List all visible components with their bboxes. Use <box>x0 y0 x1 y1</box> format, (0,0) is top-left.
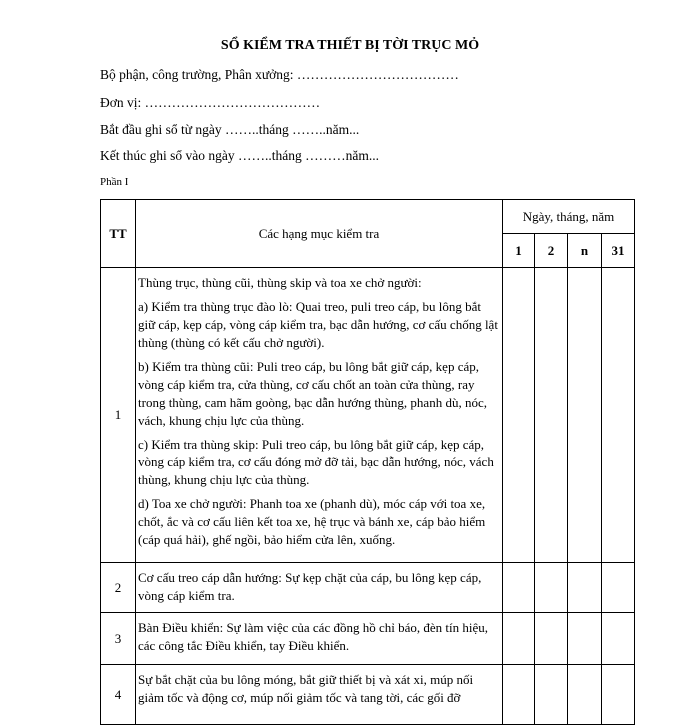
table-row <box>101 613 635 665</box>
day-cell[interactable] <box>503 613 535 665</box>
header-day-2: 2 <box>535 234 568 268</box>
field-department: Bộ phận, công trường, Phân xưởng: ……………………………… <box>100 67 459 82</box>
day-cell[interactable] <box>602 268 635 563</box>
row-paragraph: c) Kiểm tra thùng skip: Puli treo cáp, bu lông bắt giữ cáp, kẹp cáp, vòng cáp kiểm tra, cơ cấu đóng mở đỡ tải, bạc dẫn hướng, nóc, vách thùng, khung chịu lực của thùng. <box>138 436 494 488</box>
header-day-n: n <box>568 234 602 268</box>
row-content <box>136 613 503 665</box>
row-paragraph: Thùng trục, thùng cũi, thùng skip và toa xe chở người: <box>138 275 422 290</box>
row-paragraph: Cơ cấu treo cáp dẫn hướng: Sự kẹp chặt của cáp, bu lông kẹp cáp, vòng cáp kiểm tra. <box>138 570 482 603</box>
day-cell[interactable] <box>535 268 568 563</box>
row-number: 4 <box>101 665 136 725</box>
table-row <box>101 665 635 725</box>
inspection-table <box>100 199 635 725</box>
header-day-31: 31 <box>602 234 635 268</box>
day-cell[interactable] <box>568 665 602 725</box>
day-cell[interactable] <box>602 613 635 665</box>
row-paragraph: a) Kiểm tra thùng trục đào lò: Quai treo, puli treo cáp, bu lông bắt giữ cáp, kẹp cáp, vòng cáp kiểm tra, bạc dẫn hướng, cơ cấu chống lật thùng (thùng có kết cấu chở người). <box>138 298 498 350</box>
row-number: 2 <box>101 563 136 613</box>
row-paragraph: Sự bắt chặt của bu lông móng, bắt giữ thiết bị và xát xi, múp nối giảm tốc và động cơ, múp nối giảm tốc và tang tời, các gối đỡ <box>138 672 474 705</box>
day-cell[interactable] <box>503 268 535 563</box>
part-label: Phần I <box>100 176 129 188</box>
table-row <box>101 268 635 563</box>
field-start-date: Bắt đầu ghi sổ từ ngày ……..tháng ……..năm... <box>100 122 360 137</box>
field-unit: Đơn vị: ………………………………… <box>100 95 321 110</box>
row-number: 1 <box>101 268 136 563</box>
row-content <box>136 665 503 725</box>
day-cell[interactable] <box>535 613 568 665</box>
day-cell[interactable] <box>568 613 602 665</box>
field-end-date: Kết thúc ghi sổ vào ngày ……..tháng ………năm... <box>100 148 379 163</box>
row-paragraph: Bàn Điều khiển: Sự làm việc của các đồng hồ chỉ báo, đèn tín hiệu, các công tắc Điều khiển, tay Điều khiển. <box>138 620 489 653</box>
header-items: Các hạng mục kiểm tra <box>136 200 503 268</box>
day-cell[interactable] <box>568 268 602 563</box>
day-cell[interactable] <box>602 563 635 613</box>
day-cell[interactable] <box>568 563 602 613</box>
day-cell[interactable] <box>602 665 635 725</box>
row-paragraph: b) Kiểm tra thùng cũi: Puli treo cáp, bu lông bắt giữ cáp, kẹp cáp, vòng cáp kiểm tra, cửa thùng, cơ cấu chốt an toàn cửa thùng, ray trong thùng, cam hãm goòng, bạc dẫn hướng thùng, phanh dù, nóc, vách, khung chịu lực của thùng. <box>138 358 487 428</box>
table-header-row <box>101 200 635 234</box>
row-content <box>136 563 503 613</box>
day-cell[interactable] <box>503 563 535 613</box>
day-cell[interactable] <box>535 665 568 725</box>
day-cell[interactable] <box>535 563 568 613</box>
row-content <box>136 268 503 563</box>
header-day-1: 1 <box>503 234 535 268</box>
document-title: SỔ KIỂM TRA THIẾT BỊ TỜI TRỤC MỎ <box>220 38 480 53</box>
day-cell[interactable] <box>503 665 535 725</box>
table-row <box>101 563 635 613</box>
row-paragraph: d) Toa xe chở người: Phanh toa xe (phanh dù), móc cáp với toa xe, chốt, ắc và cơ cấu liên kết toa xe, hệ trục và bánh xe, cáp bảo hiểm (cáp quá hải), ghế ngồi, bảo hiểm cửa lên, xuống. <box>138 496 486 548</box>
row-number: 3 <box>101 613 136 665</box>
header-tt: TT <box>101 200 136 268</box>
header-date-group: Ngày, tháng, năm <box>503 200 635 234</box>
